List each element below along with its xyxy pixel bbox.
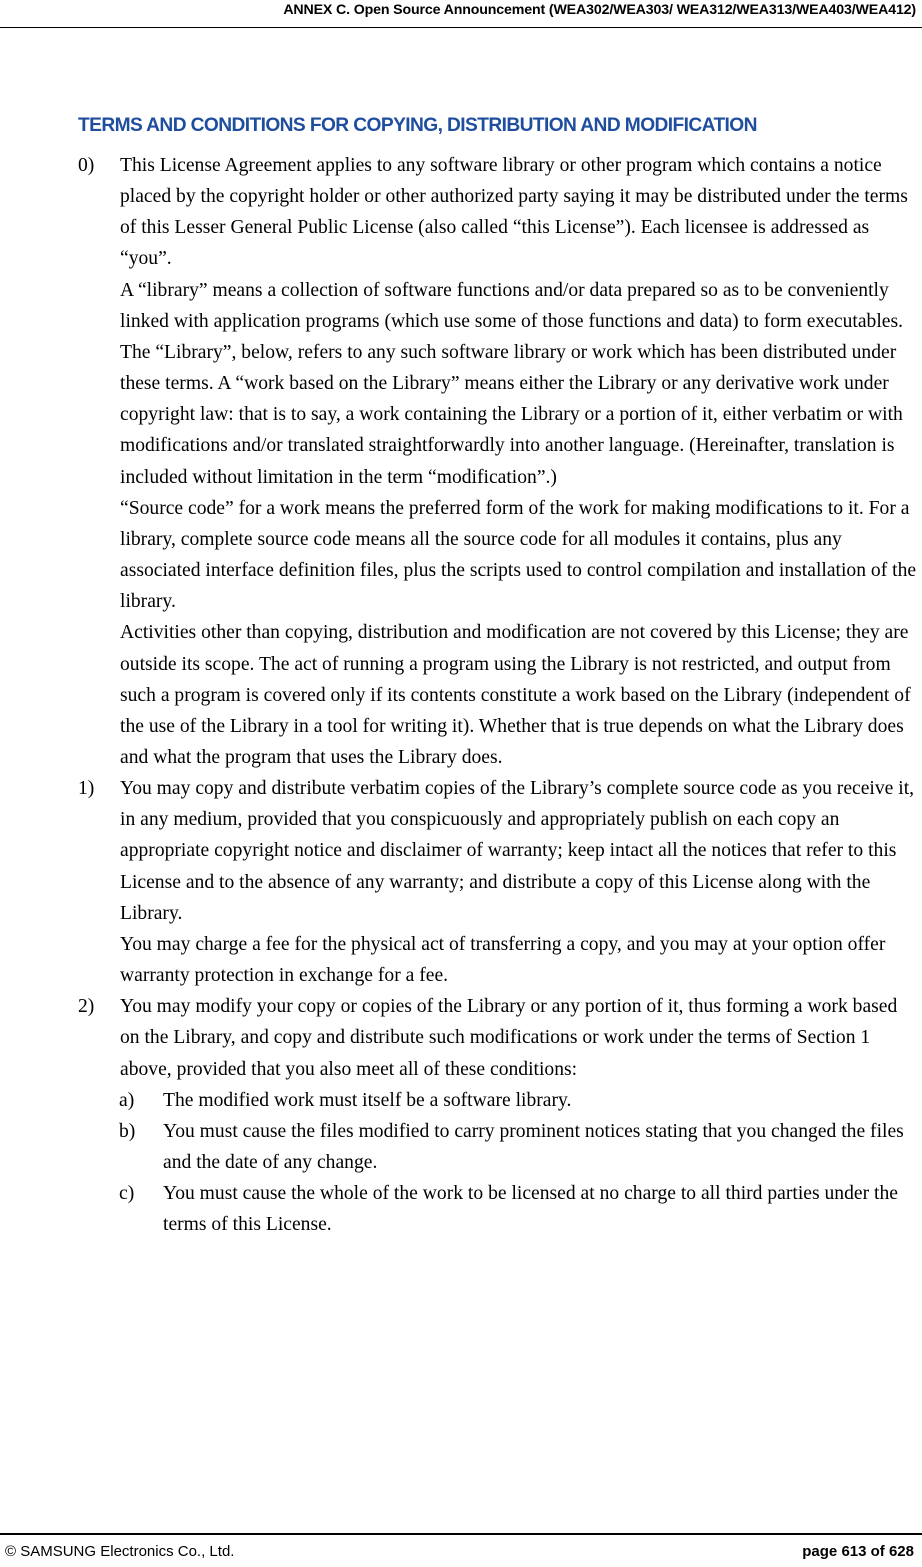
clause-paragraph: Activities other than copying, distribution and modification are not covered by this License; they are outside its scope. The act of running a program using the Library is not restricted, and output from such a program is covered only if its contents constitute a work based on the Library (independent of the use of the Library in a tool for writing it). Whether that is true depends on what the Library does and what the program that uses the Library does. xyxy=(120,622,911,768)
subclause-letter: c) xyxy=(119,1183,135,1205)
section-heading: TERMS AND CONDITIONS FOR COPYING, DISTRIBUTION AND MODIFICATION xyxy=(78,115,757,136)
clause-1 xyxy=(0,773,922,991)
subclause-letter: a) xyxy=(119,1089,135,1111)
subclause-letter: b) xyxy=(119,1120,136,1142)
page-header xyxy=(0,0,922,28)
page-number: page 613 of 628 xyxy=(802,1543,914,1560)
clause-number: 2) xyxy=(78,996,95,1018)
clause-paragraph: “Source code” for a work means the preferred form of the work for making modifications to it. For a library, complete source code means all the source code for all modules it contains, plus any associated interface definition files, plus the scripts used to control compilation and installation of the library. xyxy=(120,497,917,613)
subclause-b xyxy=(0,1116,922,1178)
subclause-text: You must cause the files modified to carry prominent notices stating that you changed the files and the date of any change. xyxy=(163,1120,904,1173)
clause-paragraph: You may copy and distribute verbatim copies of the Library’s complete source code as you receive it, in any medium, provided that you conspicuously and appropriately publish on each copy an appropriate copyright notice and disclaimer of warranty; keep intact all the notices that refer to this License and to the absence of any warranty; and distribute a copy of this License along with the Library. xyxy=(120,778,915,924)
license-body xyxy=(0,150,922,1240)
clause-paragraph: You may modify your copy or copies of the Library or any portion of it, thus forming a work based on the Library, and copy and distribute such modifications or work under the terms of Section 1 above, provided that you also meet all of these conditions: xyxy=(120,996,898,1080)
subclause-text: You must cause the whole of the work to be licensed at no charge to all third parties under the terms of this License. xyxy=(163,1183,898,1236)
clause-2 xyxy=(0,991,922,1084)
subclause-c xyxy=(0,1178,922,1240)
annex-title: ANNEX C. Open Source Announcement (WEA302/WEA303/ WEA312/WEA313/WEA403/WEA412) xyxy=(283,2,916,18)
subclause-text: The modified work must itself be a software library. xyxy=(163,1089,572,1111)
clause-paragraph: A “library” means a collection of software functions and/or data prepared so as to be conveniently linked with application programs (which use some of those functions and data) to form executables. xyxy=(120,279,903,332)
clause-paragraph: This License Agreement applies to any software library or other program which contains a notice placed by the copyright holder or other authorized party saying it may be distributed under the terms of this Lesser General Public License (also called “this License”). Each licensee is addressed as “you”. xyxy=(120,155,908,270)
clause-number: 0) xyxy=(78,155,95,176)
clause-paragraph: You may charge a fee for the physical act of transferring a copy, and you may at your option offer warranty protection in exchange for a fee. xyxy=(120,933,886,987)
copyright-notice: © SAMSUNG Electronics Co., Ltd. xyxy=(5,1543,235,1560)
clause-number: 1) xyxy=(78,778,95,800)
page-footer xyxy=(0,1533,922,1567)
clause-paragraph: The “Library”, below, refers to any such software library or work which has been distributed under these terms. A “work based on the Library” means either the Library or any derivative work under copyright law: that is to say, a work containing the Library or a portion of it, either verbatim or with modifications and/or translated straightforwardly into another language. (Hereinafter, translation is included without limitation in the term “modification”.) xyxy=(120,341,903,488)
subclause-a xyxy=(0,1085,922,1116)
clause-0 xyxy=(0,150,922,773)
